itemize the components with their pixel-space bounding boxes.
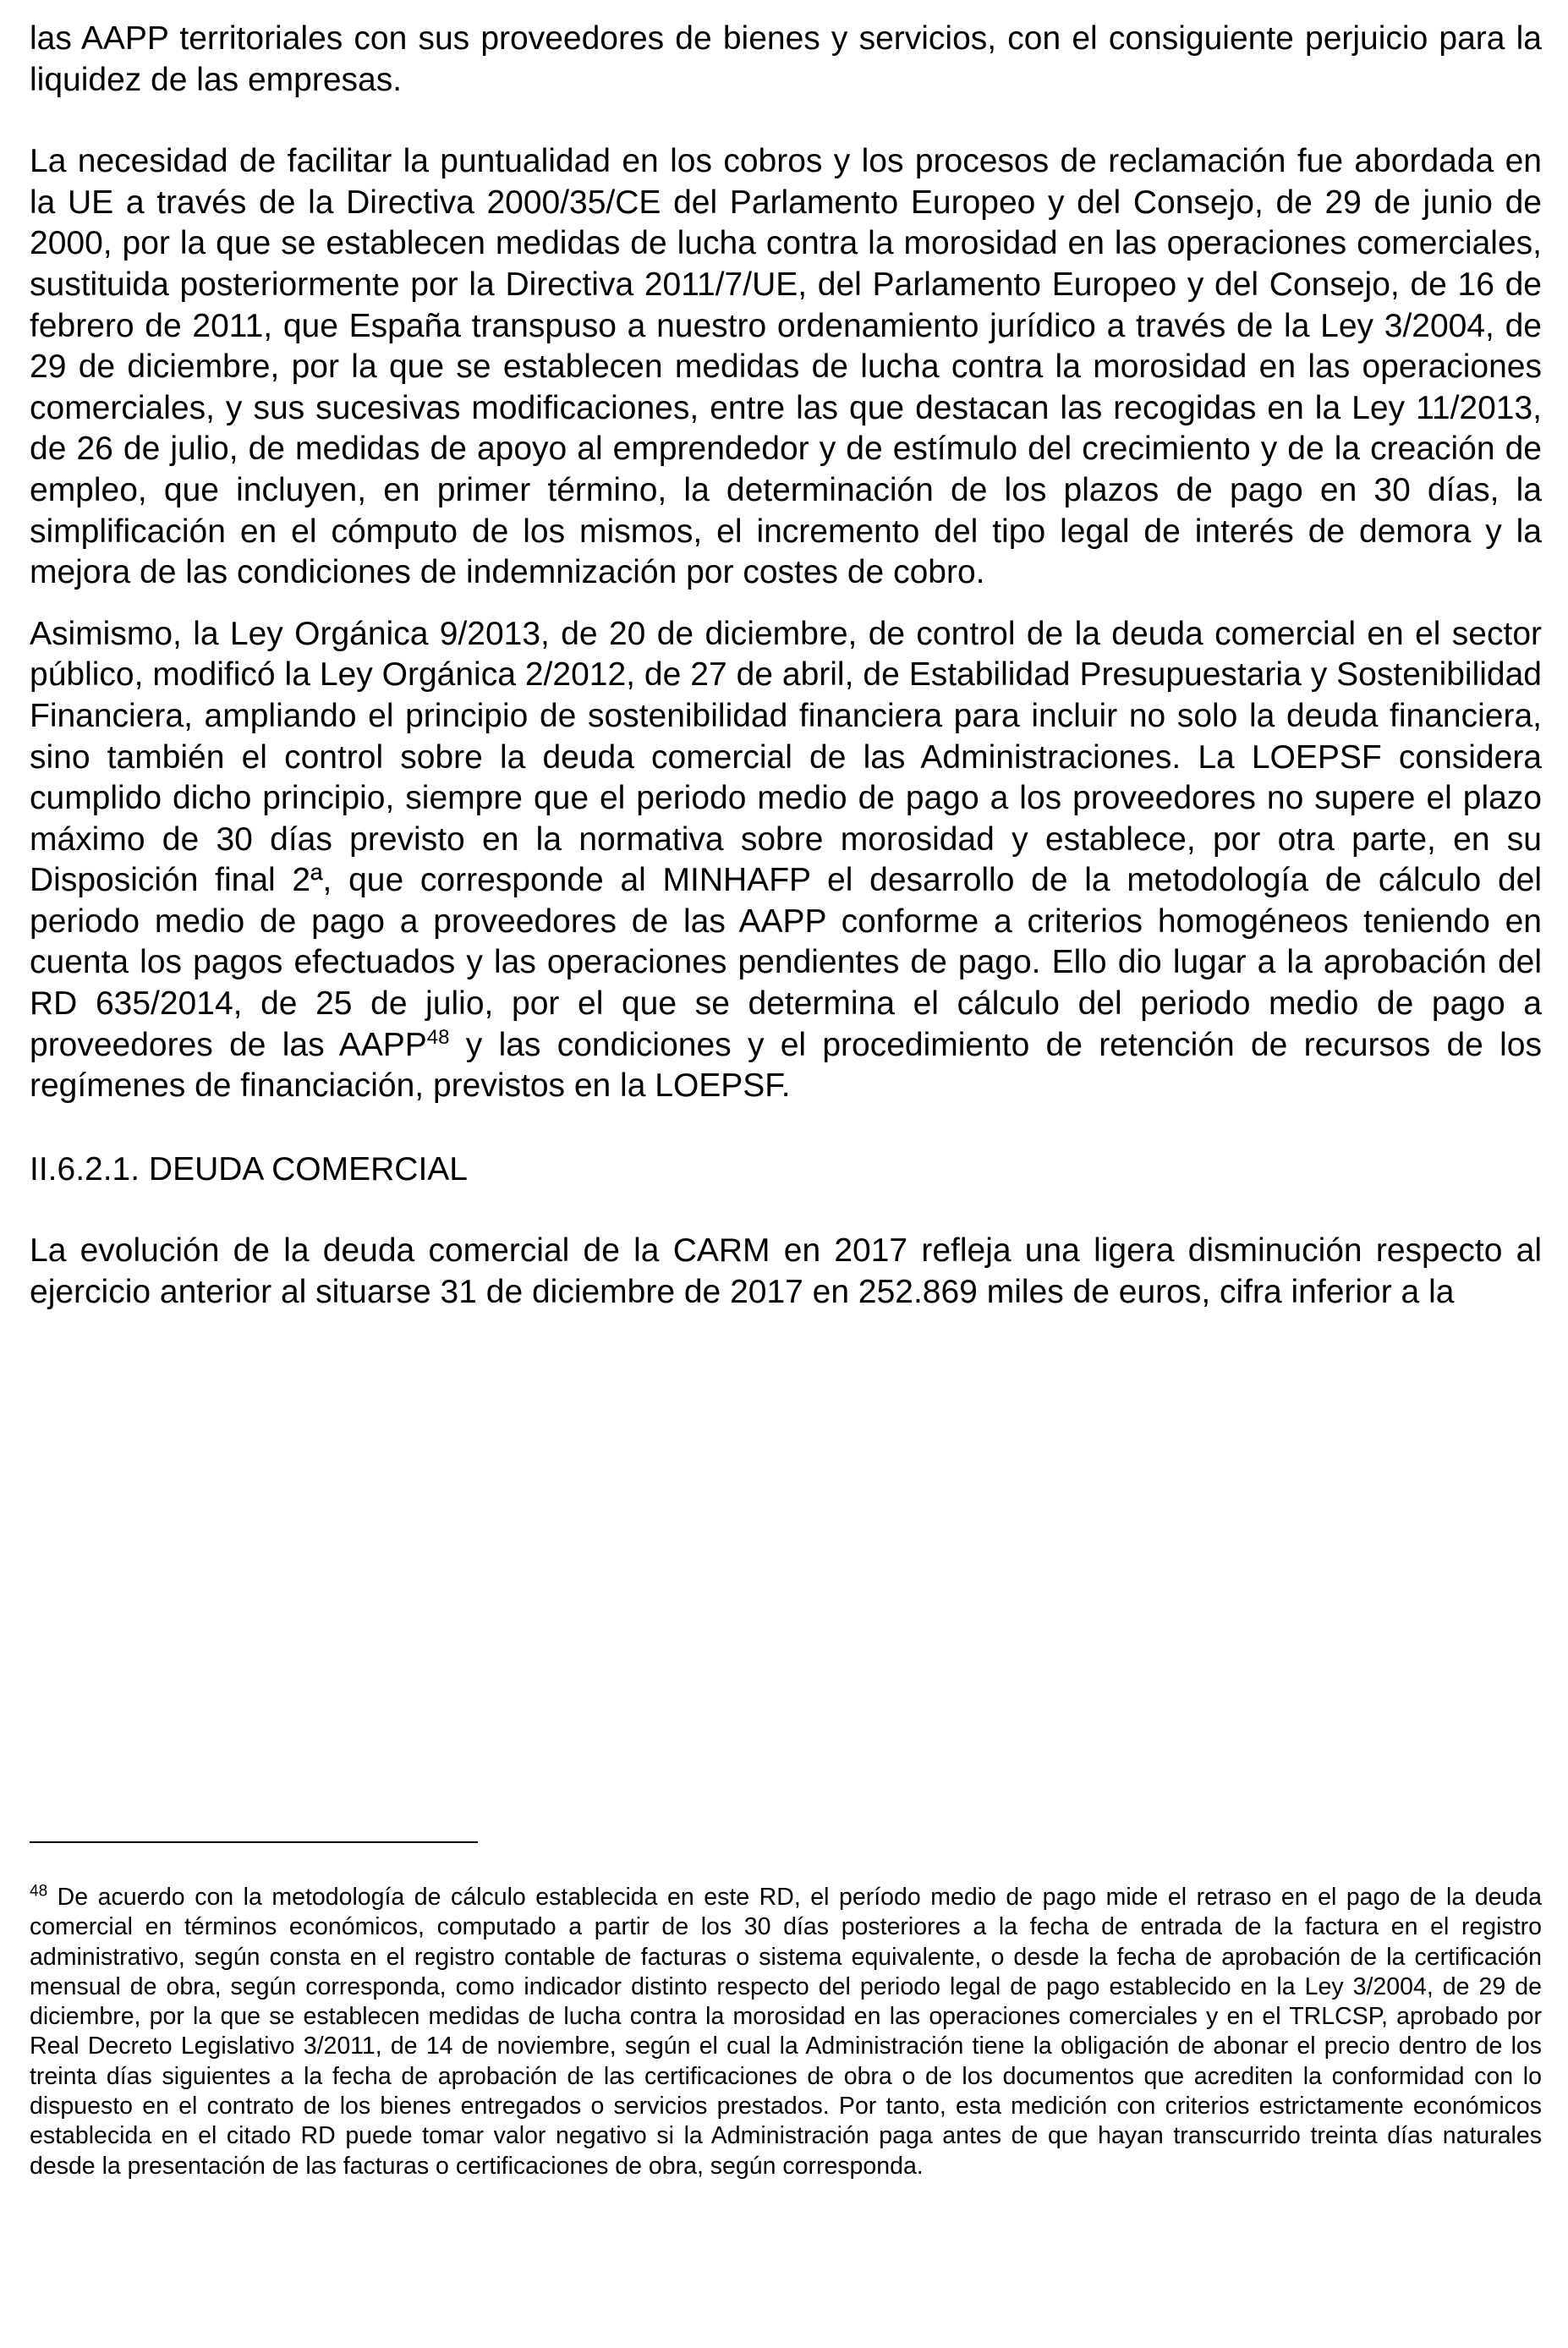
paragraph-directiva: La necesidad de facilitar la puntualidad en los cobros y los procesos de reclamación fue abordada en la UE a través de la Directiva 2000/35/CE del Parlamento Europeo y del Consejo, de 29 de junio de 2000, por la que se establecen medidas de lucha contra la morosidad en las operaciones comerciales, sustituida posteriormente por la Directiva 2011/7/UE, del Parlamento Europeo y del Consejo, de 16 de febrero de 2011, que España transpuso a nuestro ordenamiento jurídico a través de la Ley 3/2004, de 29 de diciembre, por la que se establecen medidas de lucha contra la morosidad en las operaciones comerciales, y sus sucesivas modificaciones, entre las que destacan las recogidas en la Ley 11/2013, de 26 de julio, de medidas de apoyo al emprendedor y de estímulo del crecimiento y de la creación de empleo, que incluyen, en primer término, la determinación de los plazos de pago en 30 días, la simplificación en el cómputo de los mismos, el incremento del tipo legal de interés de demora y la mejora de las condiciones de indemnización por costes de cobro.: [30, 143, 1542, 591]
document-body: [30, 19, 1542, 1314]
paragraph-asimismo-text-end: y las condiciones y el procedimiento de retención de recursos de los regímenes de financiación, previstos en la LOEPSF.: [30, 1026, 1542, 1105]
footnote: [30, 1883, 1542, 2181]
footnote-text: De acuerdo con la metodología de cálculo establecida en este RD, el período medio de pago mide el retraso en el pago de la deuda comercial en términos económicos, computado a partir de los 30 días posteriores a la fecha de entrada de la factura en el registro administrativo, según consta en el registro contable de facturas o sistema equivalente, o desde la fecha de aprobación de la certificación mensual de obra, según corresponda, como indicador distinto respecto del periodo legal de pago establecido en la Ley 3/2004, de 29 de diciembre, por la que se establecen medidas de lucha contra la morosidad en las operaciones comerciales y en el TRLCSP, aprobado por Real Decreto Legislativo 3/2011, de 14 de noviembre, según el cual la Administración tiene la obligación de abonar el precio dentro de los treinta días siguientes a la fecha de aprobación de las certificaciones de obra o de los documentos que acrediten la conformidad con lo dispuesto en el contrato de los bienes entregados o servicios prestados. Por tanto, esta medición con criterios estrictamente económicos establecida en el citado RD puede tomar valor negativo si la Administración paga antes de que hayan transcurrido treinta días naturales desde la presentación de las facturas o certificaciones de obra, según corresponda.: [30, 1884, 1542, 2180]
footnote-number: 48: [30, 1882, 48, 1901]
footnote-reference[interactable]: 48: [426, 1025, 450, 1049]
section-heading: II.6.2.1. DEUDA COMERCIAL: [30, 1150, 468, 1188]
paragraph-evolucion: La evolución de la deuda comercial de la CARM en 2017 refleja una ligera disminución respecto al ejercicio anterior al situarse 31 de diciembre de 2017 en 252.869 miles de euros, cifra inferior a la: [30, 1232, 1542, 1311]
paragraph-asimismo: [30, 614, 1542, 1107]
footnote-separator: [30, 1841, 478, 1843]
paragraph-intro-continuation: las AAPP territoriales con sus proveedores de bienes y servicios, con el consiguiente perjuicio para la liquidez de las empresas.: [30, 20, 1542, 98]
paragraph-asimismo-text: Asimismo, la Ley Orgánica 9/2013, de 20 de diciembre, de control de la deuda comercial en el sector público, modificó la Ley Orgánica 2/2012, de 27 de abril, de Estabilidad Presupuestaria y Sostenibilidad Financiera, ampliando el principio de sostenibilidad financiera para incluir no solo la deuda financiera, sino también el control sobre la deuda comercial de las Administraciones. La LOEPSF considera cumplido dicho principio, siempre que el periodo medio de pago a los proveedores no supere el plazo máximo de 30 días previsto en la normativa sobre morosidad y establece, por otra parte, en su Disposición final 2ª, que corresponde al MINHAFP el desarrollo de la metodología de cálculo del periodo medio de pago a proveedores de las AAPP conforme a criterios homogéneos teniendo en cuenta los pagos efectuados y las operaciones pendientes de pago. Ello dio lugar a la aprobación del RD 635/2014, de 25 de julio, por el que se determina el cálculo del periodo medio de pago a proveedores de las AAPP: [30, 615, 1542, 1063]
